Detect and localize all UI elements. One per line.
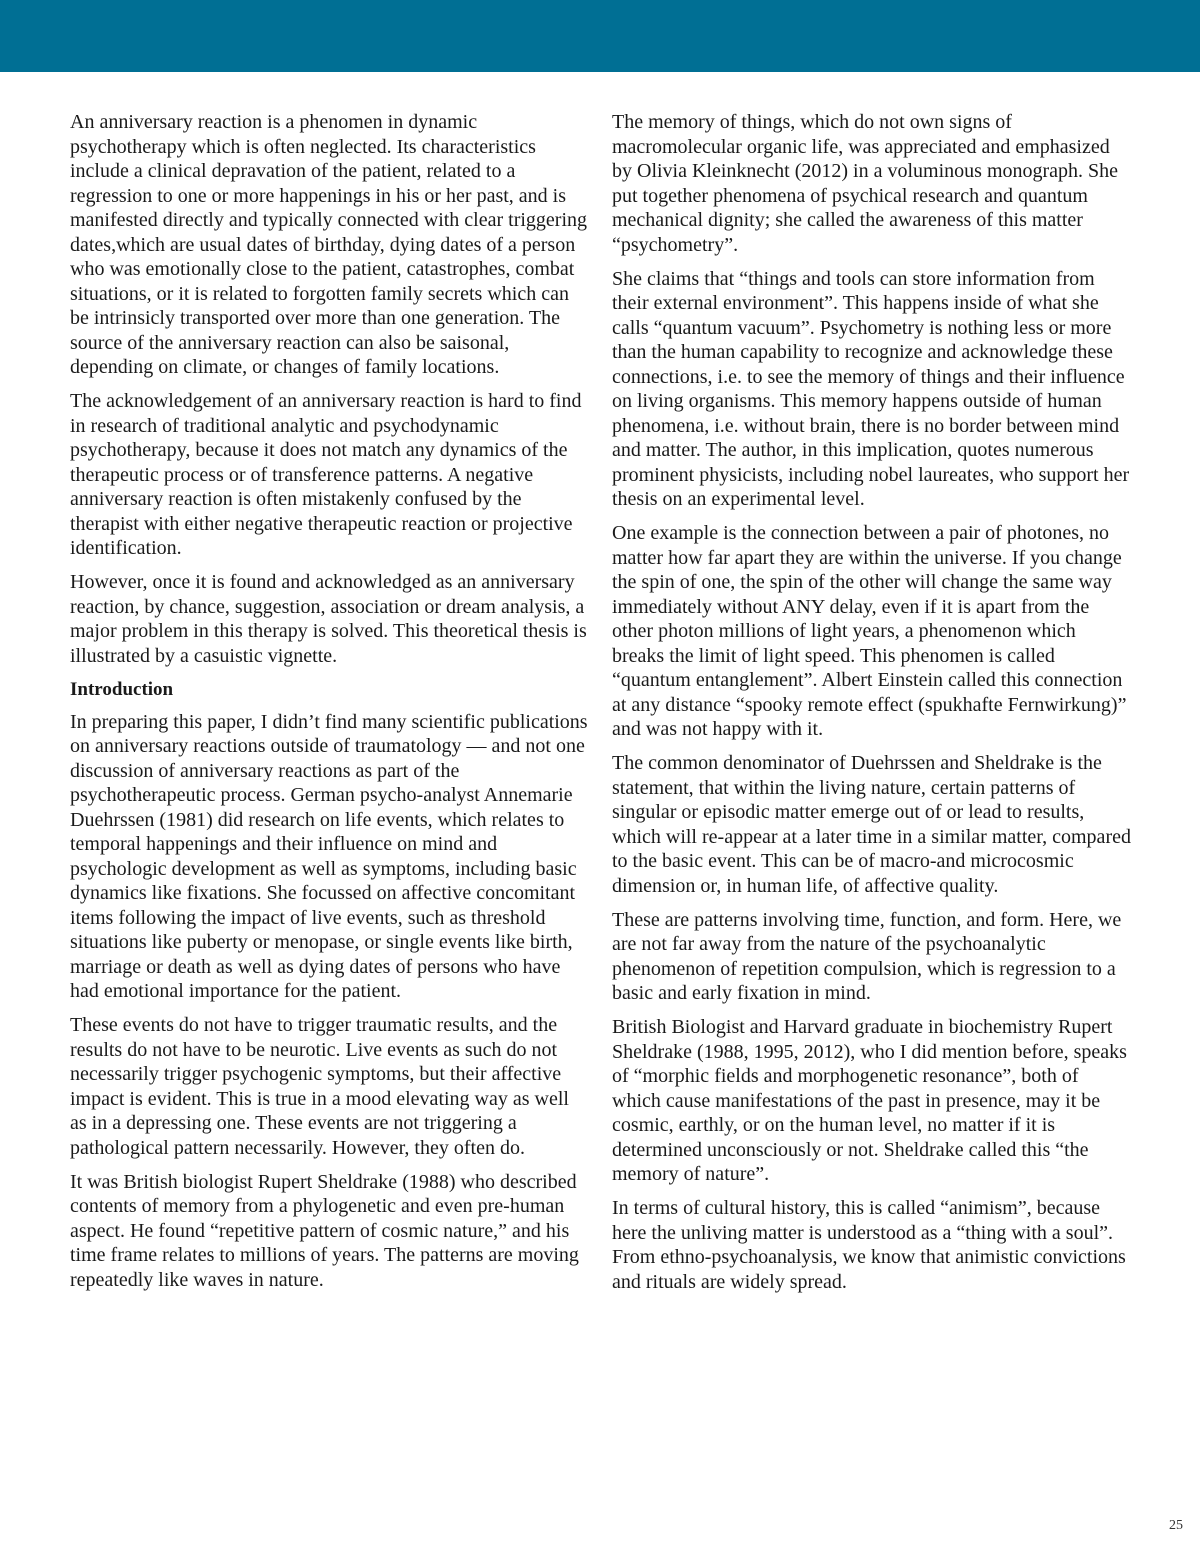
paragraph: The memory of things, which do not own signs of macromolecular organic life, was appreciated and emphasized by Olivia Kleinknecht (2012) in a voluminous monograph. She put together phenomena of psychical research and quantum mechanical dignity; she called the awareness of this matter “psychometry”.: [612, 111, 1119, 256]
right-column: [612, 110, 1132, 1304]
page-number: 25: [1169, 1518, 1183, 1533]
paragraph: British Biologist and Harvard graduate in biochemistry Rupert Sheldrake (1988, 1995, 2012), who I did mention before, speaks of “morphic fields and morphogenetic resonance”, both of which cause manifestations of the past in presence, may it be cosmic, earthly, or on the human level, no matter if it is determined unconsciously or not. Sheldrake called this “the memory of nature”.: [612, 1016, 1127, 1185]
paragraph: The acknowledgement of an anniversary reaction is hard to find in research of traditional analytic and psychodynamic psychotherapy, because it does not match any dynamics of the therapeutic process or of transference patterns. A negative anniversary reaction is often mistakenly confused by the therapist with either negative therapeutic reaction or projective identification.: [70, 390, 582, 559]
paragraph: These are patterns involving time, function, and form. Here, we are not far away from the nature of the psychoanalytic phenomenon of repetition compulsion, which is regression to a basic and early fixation in mind.: [612, 908, 1122, 1004]
paragraph: In terms of cultural history, this is called “animism”, because here the unliving matter is understood as a “thing with a soul”. From ethno-psychoanalysis, we know that animistic convictions and rituals are widely spread.: [612, 1197, 1126, 1293]
paragraph: The common denominator of Duehrssen and Sheldrake is the statement, that within the living nature, certain patterns of singular or episodic matter emerge out of or lead to results, which will re-appear at a later time in a similar matter, compared to the basic event. This can be of macro-and microcosmic dimension or, in human life, of affective quality.: [612, 752, 1131, 897]
paragraph: One example is the connection between a pair of photones, no matter how far apart they are within the universe. If you change the spin of one, the spin of the other will change the same way immediately without ANY delay, even if it is apart from the other photon millions of light years, a phenomenon which breaks the limit of light speed. This phenomen is called “quantum entanglement”. Albert Einstein called this connection at any distance “spooky remote effect (spukhafte Fernwirkung)” and was not happy with it.: [612, 522, 1127, 740]
paragraph: An anniversary reaction is a phenomen in dynamic psychotherapy which is often neglected. Its characteristics include a clinical depravation of the patient, related to a regression to one or more happenings in his or her past, and is manifested directly and typically connected with clear triggering dates,which are usual dates of birthday, dying dates of a person who was emotionally close to the patient, catastrophes, combat situations, or it is related to forgotten family secrets which can be intrinsicly transported over more than one generation. The source of the anniversary reaction can also be saisonal, depending on climate, or changes of family locations.: [70, 111, 588, 378]
left-column: [70, 110, 590, 1302]
paragraph: However, once it is found and acknowledged as an anniversary reaction, by chance, suggestion, association or dream analysis, a major problem in this therapy is solved. This theoretical thesis is illustrated by a casuistic vignette.: [70, 571, 587, 667]
header-bar: [0, 0, 1200, 72]
section-heading: Introduction: [70, 678, 174, 700]
paragraph: It was British biologist Rupert Sheldrake (1988) who described contents of memory from a phylogenetic and even pre-human aspect. He found “repetitive pattern of cosmic nature,” and his time frame relates to millions of years. The patterns are moving repeatedly like waves in nature.: [70, 1170, 579, 1291]
paragraph: In preparing this paper, I didn’t find many scientific publications on anniversary reactions outside of traumatology — and not one discussion of anniversary reactions as part of the psychotherapeutic process. German psycho-analyst Annemarie Duehrssen (1981) did research on life events, which relates to temporal happenings and their influence on mind and psychologic development as well as symptoms, including basic dynamics like fixations. She focussed on affective concomitant items following the impact of live events, such as threshold situations like puberty or menopase, or single events like birth, marriage or death as well as dying dates of persons who have had emotional importance for the patient.: [70, 710, 588, 1002]
paragraph: These events do not have to trigger traumatic results, and the results do not have to be neurotic. Live events as such do not necessarily trigger psychogenic symptoms, but their affective impact is evident. This is true in a mood elevating way as well as in a depressing one. These events are not triggering a pathological pattern necessarily. However, they often do.: [70, 1014, 569, 1159]
paragraph: She claims that “things and tools can store information from their external environment”. This happens inside of what she calls “quantum vacuum”. Psychometry is nothing less or more than the human capability to recognize and acknowledge these connections, i.e. to see the memory of things and their influence on living organisms. This memory happens outside of human phenomena, i.e. without brain, there is no border between mind and matter. The author, in this implication, quotes numerous prominent physicists, including nobel laureates, who support her thesis on an experimental level.: [612, 267, 1130, 510]
